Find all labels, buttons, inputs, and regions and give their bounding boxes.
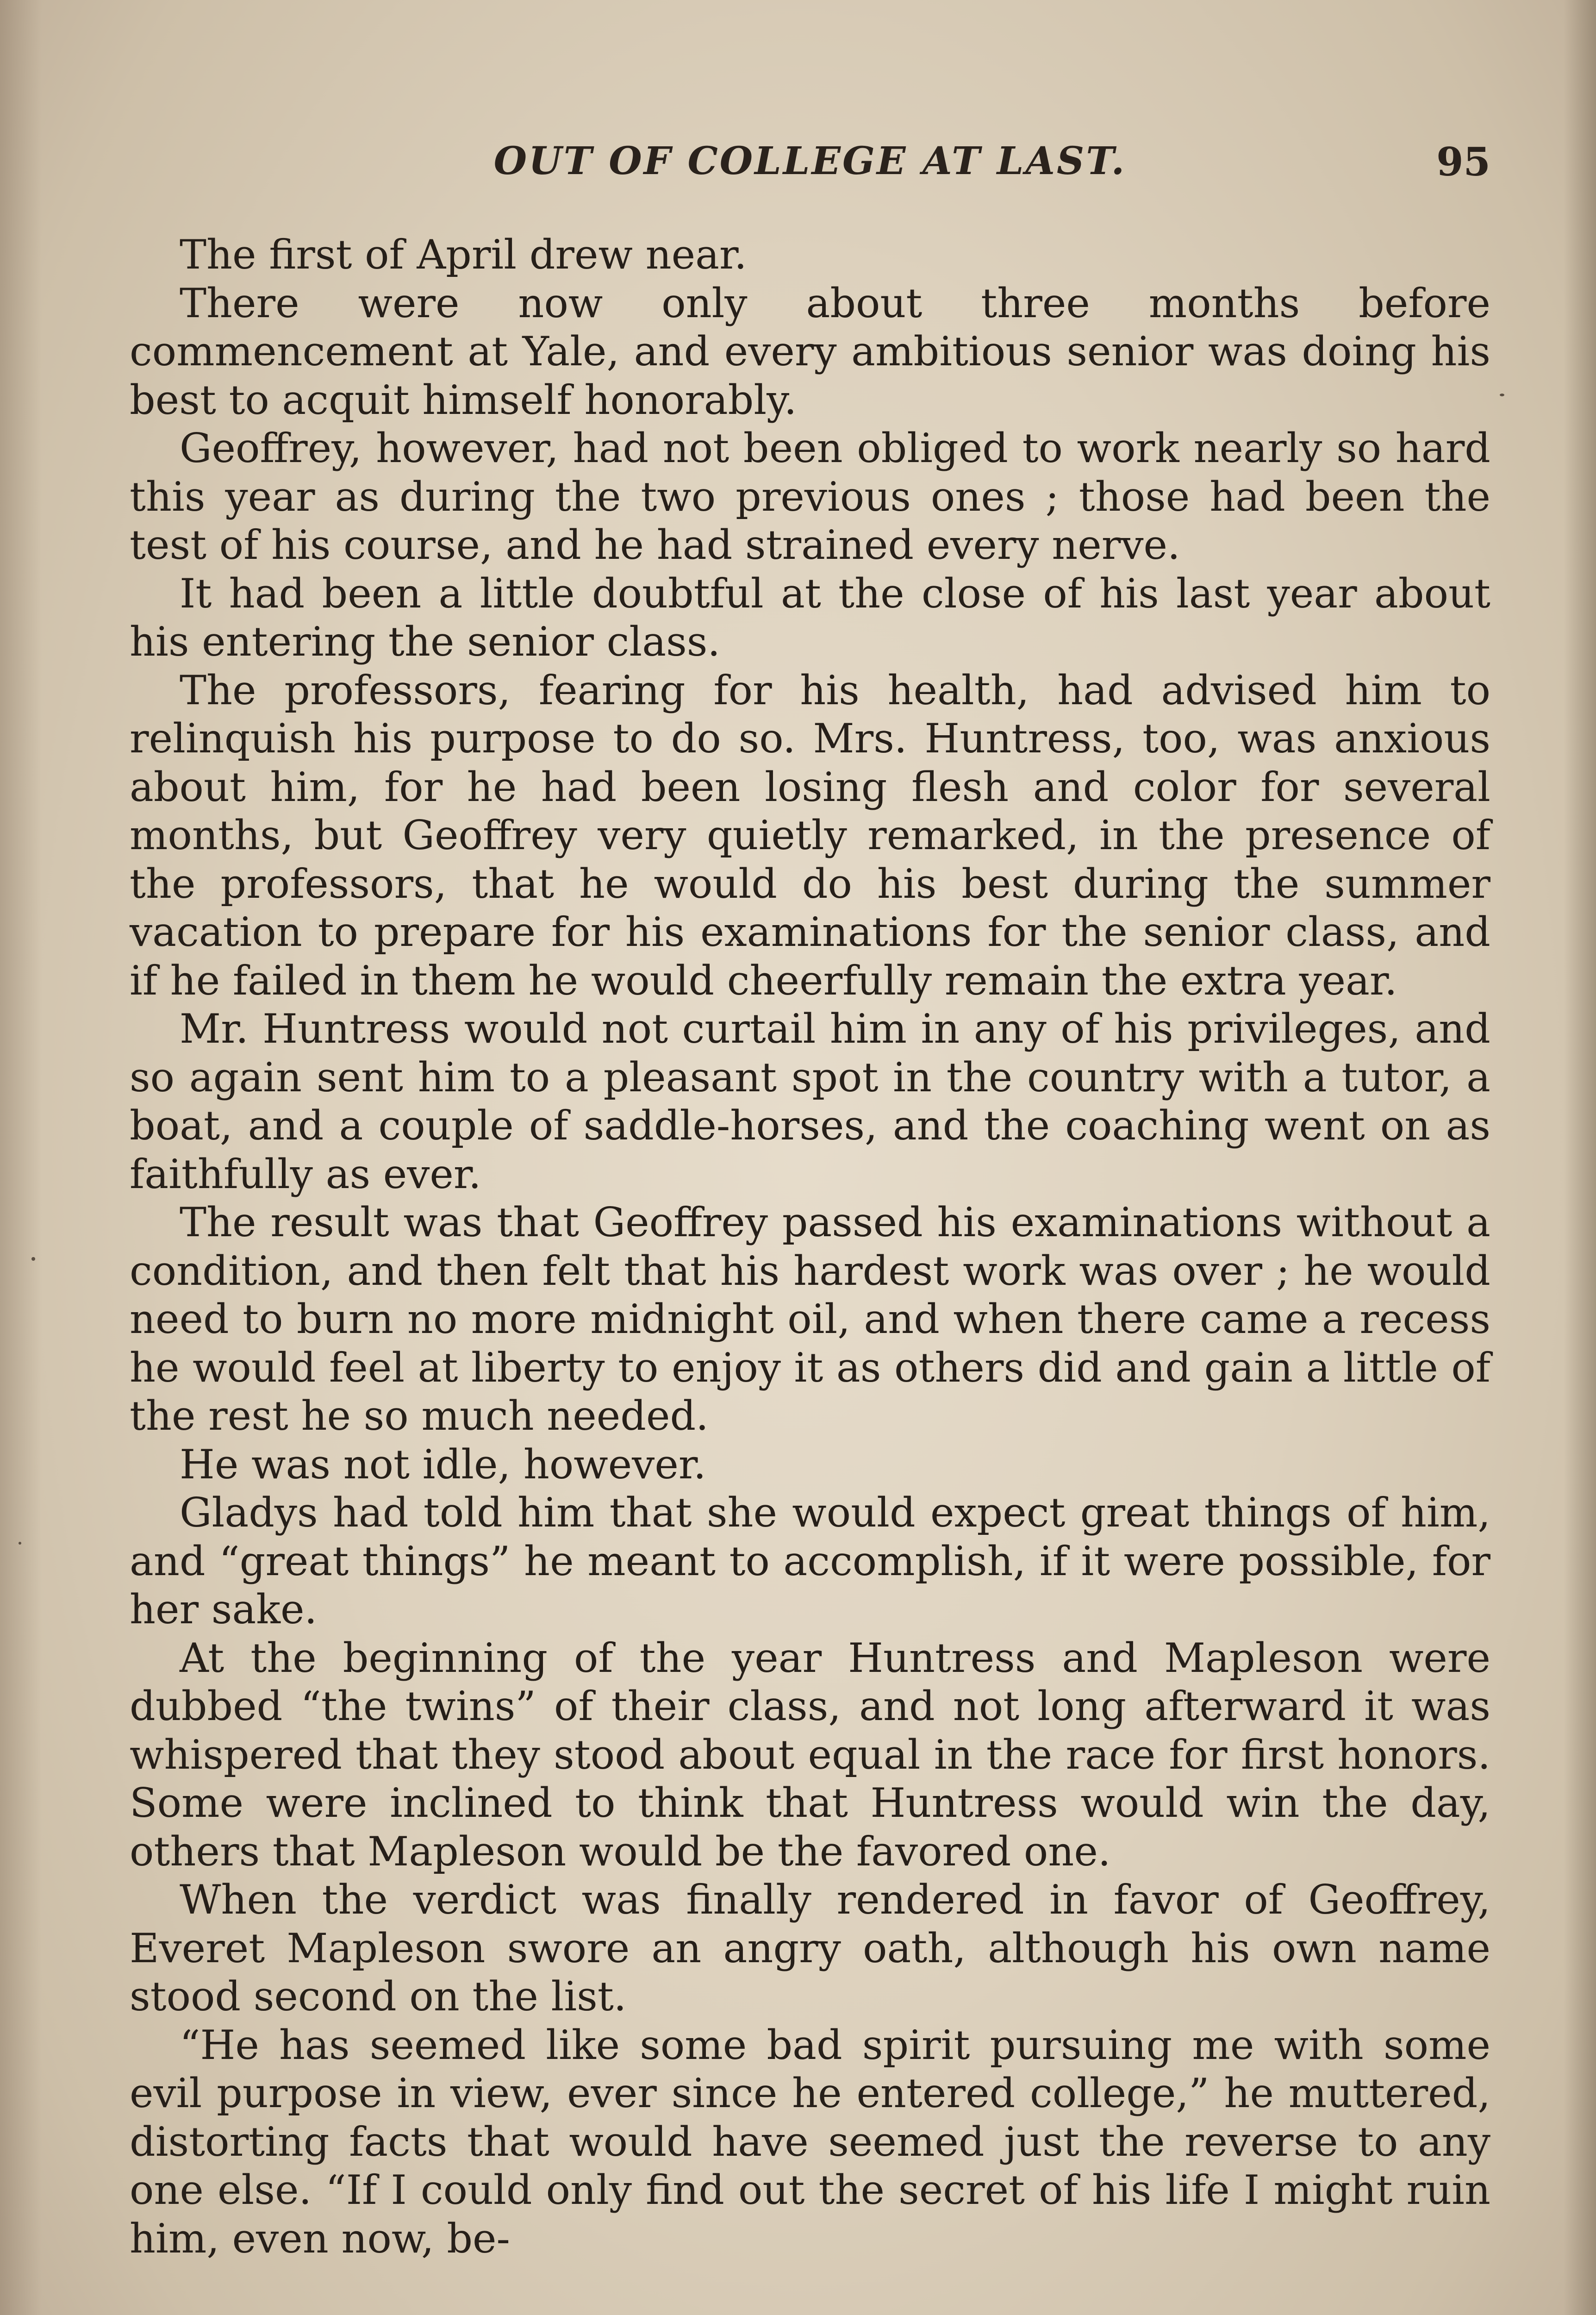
page-header [130,139,1490,199]
paragraph: “He has seemed like some bad spirit pursuing me with some evil purpose in view, ever since he entered college,” he muttered, distorting facts that would have seemed just the reverse to any one else. “If I could only find out the secret of his life I might ruin him, even now, be- [130,2021,1490,2262]
paragraph: The first of April drew near. [180,231,747,278]
paragraph: When the verdict was finally rendered in favor of Geoffrey, Everet Mapleson swore an angry oath, although his own name stood second on the list. [130,1876,1490,2020]
paper-speck [19,1542,21,1545]
paragraph: Gladys had told him that she would expect great things of him, and “great things” he meant to accomplish, if it were possible, for her sake. [130,1489,1490,1633]
paper-speck [31,1257,35,1261]
paragraph: He was not idle, however. [180,1440,706,1488]
paragraph: Geoffrey, however, had not been obliged to work nearly so hard this year as during the two previous ones ; those had been the test of his course, and he had strained every nerve. [130,425,1490,569]
paper-speck [1500,394,1504,396]
paragraph: At the beginning of the year Huntress and Mapleson were dubbed “the twins” of their class, and not long afterward it was whispered that they stood about equal in the race for first honors. Some were inclined to think that Huntress would win the day, others that Mapleson would be the favored one. [130,1634,1490,1875]
paragraph: The professors, fearing for his health, had advised him to relinquish his purpose to do so. Mrs. Huntress, too, was anxious about him, for he had been losing flesh and color for several months, but Geoffrey very quietly remarked, in the presence of the professors, that he would do his best during the summer vacation to prepare for his examinations for the senior class, and if he failed in them he would cheerfully remain the extra year. [130,666,1490,1004]
paragraph: Mr. Huntress would not curtail him in any of his privileges, and so again sent him to a pleasant spot in the country with a tutor, a boat, and a couple of saddle-horses, and the coaching went on as faithfully as ever. [130,1005,1490,1198]
paragraph: It had been a little doubtful at the close of his last year about his entering the senior class. [130,569,1490,665]
body-text [130,231,1490,2263]
paragraph: There were now only about three months before commencement at Yale, and every ambitious senior was doing his best to acquit himself honorably. [130,279,1490,424]
page-edge-shadow-right [1564,0,1596,2315]
running-head: OUT OF COLLEGE AT LAST. [493,139,1127,183]
paragraph: The result was that Geoffrey passed his examinations without a condition, and then felt that his hardest work was over ; he would need to burn no more midnight oil, and when there came a recess he would feel at liberty to enjoy it as others did and gain a little of the rest he so much needed. [130,1199,1490,1439]
page-number: 95 [1436,139,1490,185]
page-edge-shadow-left [0,0,42,2315]
